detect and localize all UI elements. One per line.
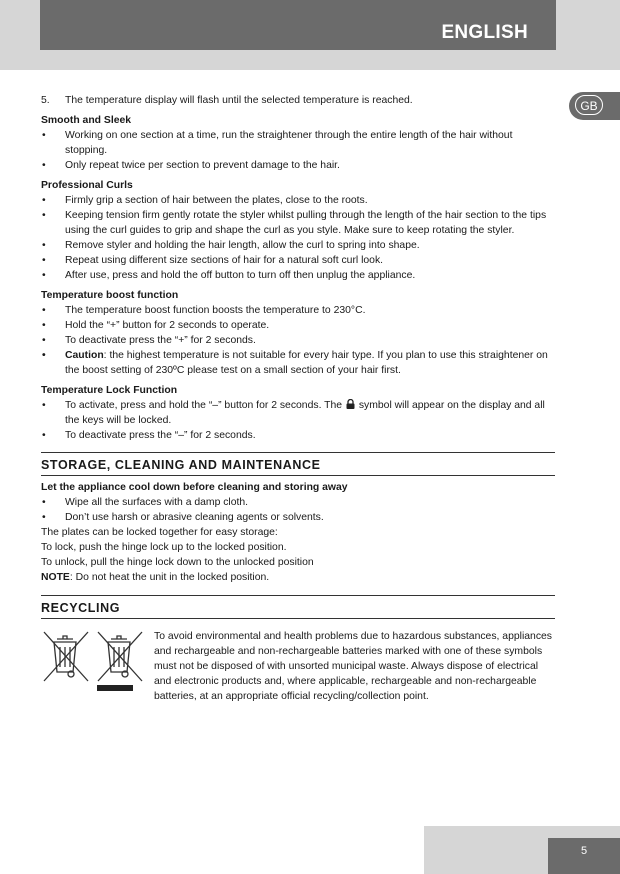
step-text: The temperature display will flash until the selected temperature is reached. (65, 95, 413, 106)
smooth-heading: Smooth and Sleek (41, 115, 132, 126)
list-item: • Don’t use harsh or abrasive cleaning agents or solvents. (42, 512, 324, 523)
recycling-text: To avoid environmental and health problems due to hazardous substances, appliances and rechargeable and non-rechargeable batteries marked with one of these symbols must not be disposed of with unsorted municipal waste. Always dispose of electrical and electronic products and, where applicable, rechargeable and non-rechargeable batteries, at an appropriate official recycling/collection point. (154, 631, 552, 702)
step-number: 5. (41, 95, 50, 106)
country-tab (569, 92, 620, 120)
storage-note: NOTE: Do not heat the unit in the locked position. (41, 572, 270, 583)
list-item: • The temperature boost function boosts the temperature to 230°C. (42, 305, 366, 316)
caution-text: : the highest temperature is not suitable for every hair type. If you plan to use this straightener on the boost setting of 230ºC please test on a small section of your hair first. (65, 350, 548, 376)
curls-heading: Professional Curls (41, 180, 133, 191)
recycling-block (41, 629, 555, 704)
recycling-section-title: RECYCLING (41, 595, 555, 619)
storage-subheading: Let the appliance cool down before cleaning and storing away (41, 482, 348, 493)
storage-section-title: STORAGE, CLEANING AND MAINTENANCE (41, 452, 555, 476)
caution-item: • Caution: the highest temperature is not suitable for every hair type. If you plan to use this straightener on the boost setting of 230ºC please test on a small section of your hair first. (42, 350, 548, 376)
list-item: • Firmly grip a section of hair between the plates, close to the roots. (42, 195, 368, 206)
lock-icon (346, 399, 355, 409)
crossed-bin-icon (41, 629, 151, 693)
list-item: • To deactivate press the “–” for 2 seconds. (42, 430, 256, 441)
list-item: • To activate, press and hold the “–” button for 2 seconds. The symbol will appear on the display and all the keys will be locked. (42, 400, 545, 426)
language-header (40, 0, 556, 50)
language-label: ENGLISH (441, 22, 528, 43)
list-item: • Hold the “+” button for 2 seconds to operate. (42, 320, 270, 331)
step-item (41, 93, 555, 108)
list-item: • After use, press and hold the off button to turn off then unplug the appliance. (42, 270, 416, 281)
country-code-badge: GB (575, 95, 603, 115)
lock-heading: Temperature Lock Function (41, 385, 178, 396)
recycling-symbols (41, 629, 154, 699)
storage-line: To lock, push the hinge lock up to the locked position. (41, 542, 287, 553)
list-item: • To deactivate press the “+” for 2 seconds. (42, 335, 256, 346)
storage-line: The plates can be locked together for easy storage: (41, 527, 278, 538)
storage-line: To unlock, pull the hinge lock down to the unlocked position (41, 557, 314, 568)
boost-heading: Temperature boost function (41, 290, 179, 301)
list-item: • Only repeat twice per section to prevent damage to the hair. (42, 160, 340, 171)
list-item: • Keeping tension firm gently rotate the styler whilst pulling through the length of the hair section to the tips using the curl guides to grip and shape the curl as you style. Make sure to keep rotating the styler. (42, 210, 547, 236)
caution-label: Caution (65, 350, 104, 361)
manual-content (41, 93, 555, 704)
list-item: • Remove styler and holding the hair length, allow the curl to spring into shape. (42, 240, 420, 251)
page-number: 5 (548, 838, 620, 874)
list-item: • Wipe all the surfaces with a damp cloth. (42, 497, 249, 508)
list-item: • Working on one section at a time, run the straightener through the entire length of the hair without stopping. (42, 130, 513, 156)
list-item: • Repeat using different size sections of hair for a natural soft curl look. (42, 255, 384, 266)
